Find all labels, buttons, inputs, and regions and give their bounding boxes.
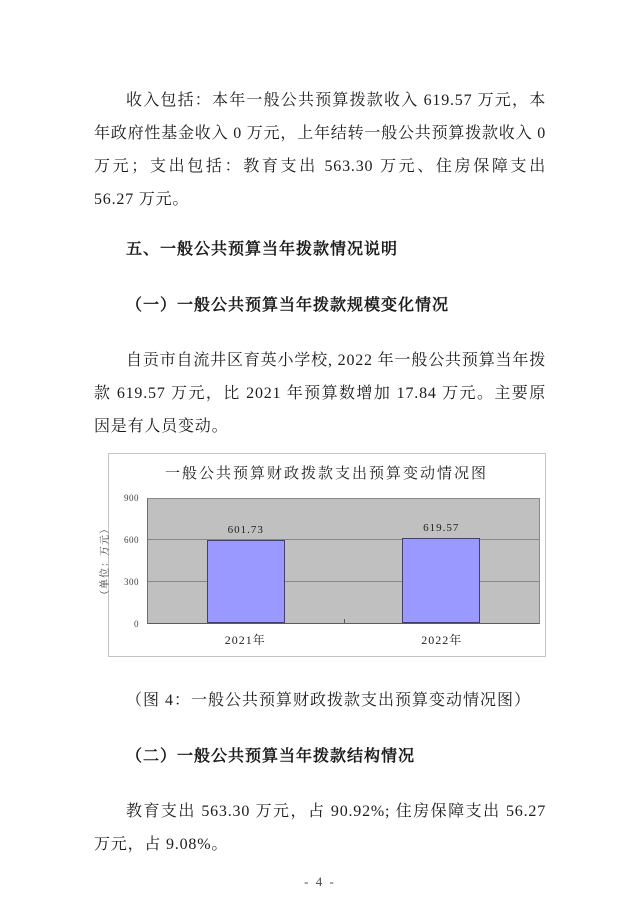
heading-subsection-2: （二）一般公共预算当年拨款结构情况 [126, 748, 416, 765]
chart-axis-center-tick [344, 619, 345, 623]
y-tick-label: 600 [124, 535, 139, 546]
bar-value-label: 619.57 [423, 521, 460, 534]
paragraph-budget-scale: 自贡市自流井区育英小学校, 2022 年一般公共预算当年拨款 619.57 万元，比 2021 年预算数增加 17.84 万元。主要原因是有人员变动。 [94, 352, 546, 435]
budget-change-chart [99, 453, 546, 657]
chart-x-labels [147, 624, 540, 650]
chart-plot-area [147, 498, 540, 624]
paragraph-budget-structure: 教育支出 563.30 万元，占 90.92%; 住房保障支出 56.27 万元，占 9.08%。 [94, 803, 546, 853]
bar-value-label: 601.73 [227, 524, 264, 537]
heading-subsection-1: （一）一般公共预算当年拨款规模变化情况 [126, 297, 450, 314]
heading-section-5: 五、一般公共预算当年拨款情况说明 [126, 241, 399, 258]
y-tick-label: 0 [134, 619, 139, 629]
chart-y-ticks [113, 493, 143, 629]
paragraph-income-expense: 收入包括：本年一般公共预算拨款收入 619.57 万元，本年政府性基金收入 0 万元，上年结转一般公共预算拨款收入 0 万元；支出包括：教育支出 563.30 万元、住房保障支出 56.27 万元。 [94, 92, 547, 208]
y-tick-label: 300 [124, 577, 139, 588]
chart-y-axis-label [95, 498, 111, 624]
y-tick-label: 900 [124, 493, 139, 503]
x-category-label: 2021年 [224, 633, 266, 647]
bar-2021年 [207, 540, 285, 623]
figure-caption: （图 4：一般公共预算财政拨款支出预算变动情况图） [126, 692, 532, 709]
bar-2022年 [402, 538, 480, 623]
x-category-label: 2022年 [421, 633, 463, 647]
page-number: - 4 - [304, 874, 336, 889]
chart-y-axis-label-text: （单位：万元） [99, 522, 111, 600]
chart-body [99, 493, 540, 629]
chart-title: 一般公共预算财政拨款支出预算变动情况图 [164, 466, 488, 482]
